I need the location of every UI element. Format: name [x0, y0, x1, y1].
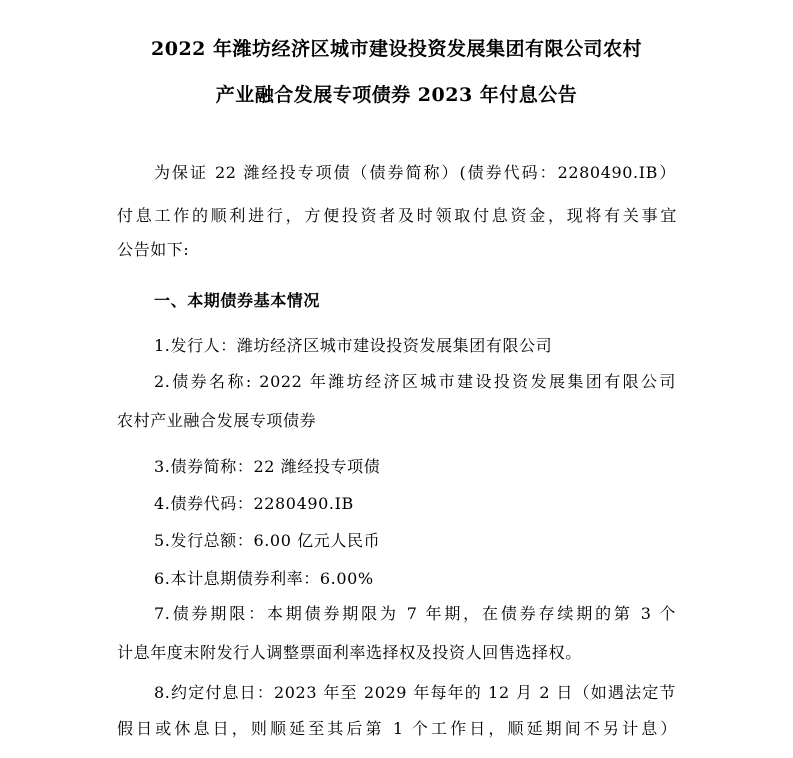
item-bond-code: 4.债券代码：2280490.IB [154, 494, 354, 513]
item-bond-name-line-2: 农村产业融合发展专项债券 [117, 411, 317, 430]
item-interest-rate: 6.本计息期债券利率：6.00% [154, 569, 374, 588]
item-payment-date-line-2: 假日或休息日，则顺延至其后第 1 个工作日，顺延期间不另计息） [117, 719, 677, 738]
document-title-line-2: 产业融合发展专项债券 2023 年付息公告 [215, 84, 578, 106]
item-bond-short-name: 3.债券简称：22 潍经投专项债 [154, 457, 381, 476]
intro-paragraph-line-3: 公告如下: [117, 240, 190, 259]
section-heading-basic-info: 一、本期债券基本情况 [154, 291, 321, 310]
intro-paragraph-line-1: 为保证 22 潍经投专项债（债券简称）(债券代码：2280490.IB） [154, 163, 676, 182]
intro-paragraph-line-2: 付息工作的顺利进行，方便投资者及时领取付息资金，现将有关事宜 [117, 206, 677, 225]
item-bond-term-line-1: 7.债券期限：本期债券期限为 7 年期，在债券存续期的第 3 个 [154, 604, 676, 623]
item-payment-date-line-1: 8.约定付息日：2023 年至 2029 年每年的 12 月 2 日（如遇法定节 [154, 683, 676, 702]
document-title-line-1: 2022 年潍坊经济区城市建设投资发展集团有限公司农村 [151, 38, 642, 60]
item-bond-term-line-2: 计息年度末附发行人调整票面利率选择权及投资人回售选择权。 [117, 643, 582, 662]
item-issuer: 1.发行人：潍坊经济区城市建设投资发展集团有限公司 [154, 336, 553, 355]
item-bond-name-line-1: 2.债券名称: 2022 年潍坊经济区城市建设投资发展集团有限公司 [154, 372, 676, 391]
item-issue-amount: 5.发行总额：6.00 亿元人民币 [154, 531, 381, 550]
